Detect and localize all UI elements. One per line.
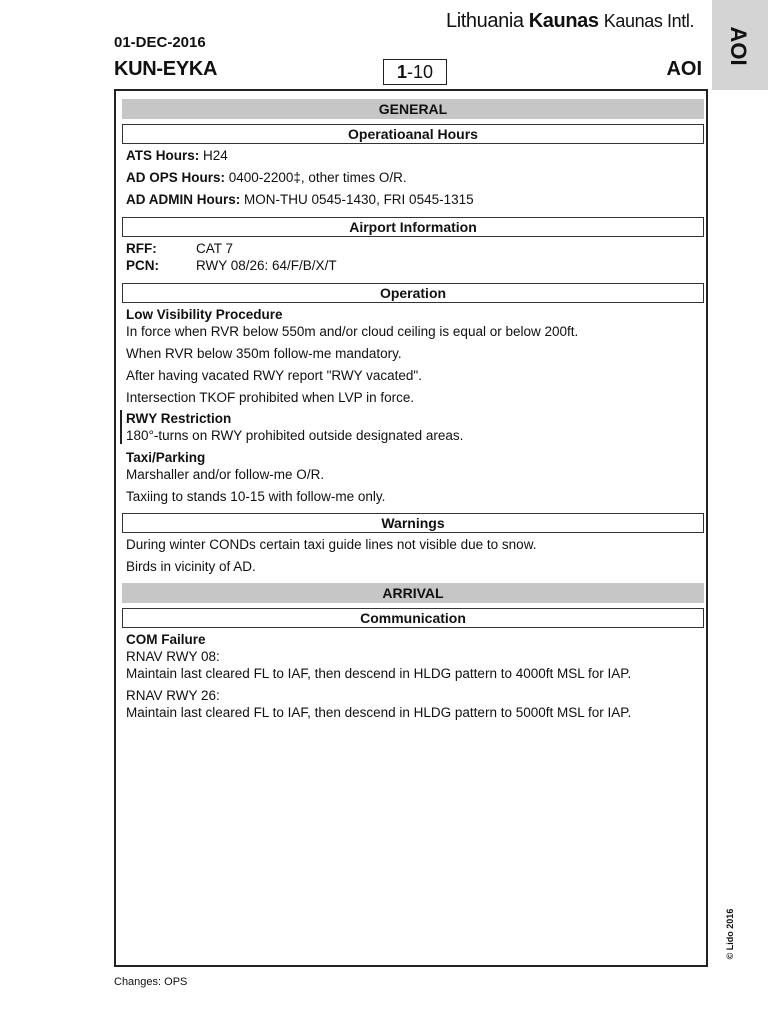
rwy-restriction-block xyxy=(122,410,704,444)
ad-ops-hours-value: 0400-2200‡, other times O/R. xyxy=(228,170,407,185)
pcn-row xyxy=(122,257,704,274)
ats-hours xyxy=(122,147,704,164)
airport-information-header: Airport Information xyxy=(122,217,704,237)
warnings-header: Warnings xyxy=(122,513,704,533)
rnav-rwy08-text: Maintain last cleared FL to IAF, then descend in HLDG pattern to 4000ft MSL for IAP. xyxy=(126,666,632,681)
ad-admin-hours-label: AD ADMIN Hours: xyxy=(126,192,241,207)
rwy-restriction-heading: RWY Restriction xyxy=(126,411,232,426)
airport-name: Kaunas Intl. xyxy=(603,11,695,31)
rff-row xyxy=(122,240,704,257)
content-body xyxy=(122,99,704,721)
side-tab-label: AOI xyxy=(726,26,751,66)
section-code: AOI xyxy=(666,58,702,80)
page-chapter: 1 xyxy=(396,62,407,82)
taxi-parking-heading: Taxi/Parking xyxy=(126,450,206,465)
ad-ops-hours-label: AD OPS Hours: xyxy=(126,170,226,185)
rnav-rwy26-text: Maintain last cleared FL to IAF, then descend in HLDG pattern to 5000ft MSL for IAP. xyxy=(126,705,632,720)
rwy-restriction-line: 180°-turns on RWY prohibited outside designated areas. xyxy=(126,428,464,443)
general-section-header: GENERAL xyxy=(122,99,704,119)
airport-codes: KUN-EYKA xyxy=(114,58,218,80)
page-index: 10 xyxy=(412,62,434,82)
city: Kaunas xyxy=(528,10,599,32)
ad-admin-hours-value: MON-THU 0545-1430, FRI 0545-1315 xyxy=(244,192,474,207)
com-failure-heading: COM Failure xyxy=(126,632,206,647)
ad-admin-hours xyxy=(122,191,704,208)
operation-header: Operation xyxy=(122,283,704,303)
arrival-section-header: ARRIVAL xyxy=(122,583,704,603)
pcn-label: PCN: xyxy=(126,258,159,273)
side-tab xyxy=(712,0,768,90)
page-separator: - xyxy=(406,62,413,82)
effective-date: 01-DEC-2016 xyxy=(114,34,206,51)
rff-label: RFF: xyxy=(126,241,157,256)
warning-line: Birds in vicinity of AD. xyxy=(126,559,256,574)
airport-location xyxy=(446,10,694,33)
lvp-line: Intersection TKOF prohibited when LVP in force. xyxy=(126,390,415,405)
lvp-heading: Low Visibility Procedure xyxy=(126,307,283,322)
content-frame xyxy=(114,89,708,967)
warning-line: During winter CONDs certain taxi guide lines not visible due to snow. xyxy=(126,537,537,552)
ats-hours-label: ATS Hours: xyxy=(126,148,200,163)
page-number xyxy=(383,59,447,85)
pcn-value: RWY 08/26: 64/F/B/X/T xyxy=(196,258,337,273)
country: Lithuania xyxy=(446,10,524,32)
copyright: © Lido 2016 xyxy=(725,908,735,960)
lvp-line: After having vacated RWY report "RWY vacated". xyxy=(126,368,422,383)
taxi-line: Taxiing to stands 10-15 with follow-me only. xyxy=(126,489,386,504)
ad-ops-hours xyxy=(122,169,704,186)
ats-hours-value: H24 xyxy=(203,148,228,163)
changes-note: Changes: OPS xyxy=(114,976,188,988)
lvp-line: When RVR below 350m follow-me mandatory. xyxy=(126,346,402,361)
operational-hours-header: Operatioanal Hours xyxy=(122,124,704,144)
taxi-line: Marshaller and/or follow-me O/R. xyxy=(126,467,325,482)
rnav-rwy08-label: RNAV RWY 08: xyxy=(126,649,220,664)
lvp-line: In force when RVR below 550m and/or cloud ceiling is equal or below 200ft. xyxy=(126,324,579,339)
rff-value: CAT 7 xyxy=(196,241,234,256)
communication-header: Communication xyxy=(122,608,704,628)
rnav-rwy26-label: RNAV RWY 26: xyxy=(126,688,220,703)
